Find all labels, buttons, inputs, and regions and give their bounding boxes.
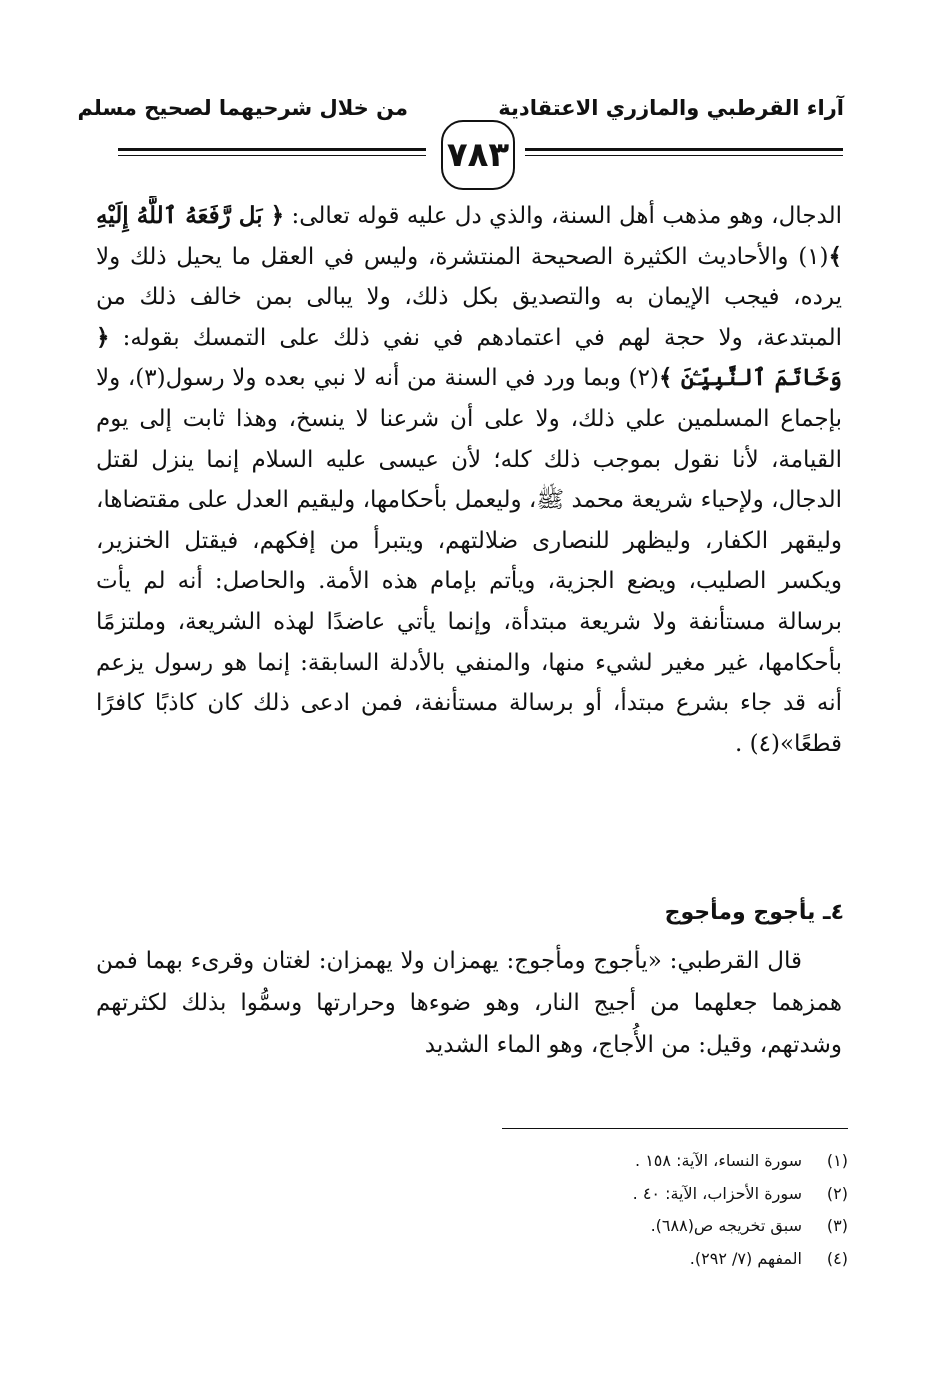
footnote-number: (١): [826, 1151, 848, 1170]
header-rule-left-thick: [118, 148, 426, 151]
footnotes: [288, 1145, 848, 1275]
footnote-text: سورة النساء، الآية: ١٥٨ .: [635, 1151, 802, 1170]
running-header-book-title: آراء القرطبي والمازري الاعتقادية: [498, 96, 844, 120]
footnote-number: (٢): [826, 1183, 848, 1203]
page-number: ٧٨٣: [441, 120, 515, 190]
header-rule-left-thin: [118, 155, 426, 156]
footnote-text: سورة الأحزاب، الآية: ٤٠ .: [632, 1183, 802, 1203]
paragraph-part-3: (٢) وبما ورد في السنة من أنه لا نبي بعده ولا رسول(٣)، ولا بإجماع المسلمين علي ذلك، ولا على أن شرعنا لا ينسخ، وهذا ثابت إلى يوم القيامة، لأنا نقول بموجب ذلك كله؛ لأن عيسى عليه السلام إنما ينزل لقتل الدجال، ولإحياء شريعة محمد ﷺ، وليعمل بأحكامها، وليقيم العدل على مقتضاها، وليقهر الكفار، وليظهر للنصارى ضلالتهم، ويتبرأ من إفكهم، فيقتل الخنزير، ويكسر الصليب، ويضع الجزية، ويأتم بإمام هذه الأمة. والحاصل: أنه لم يأت برسالة مستأنفة ولا شريعة مبتدأة، وإنما يأتي عاضدًا لهذه الشريعة، وملتزمًا بأحكامها، غير مغير لشيء منها، والمنفي بالأدلة السابقة: إنما هو رسول يزعم أنه قد جاء بشرع مبتدأ، أو برسالة مستأنفة، فمن ادعى ذلك كان كاذبًا كافرًا قطعًا»(٤) .: [96, 365, 842, 757]
footnote-text: المفهم (٧/ ٢٩٢).: [689, 1248, 802, 1268]
footnote: [288, 1145, 848, 1178]
footnote-number: (٣): [826, 1216, 848, 1235]
footnote-text: سبق تخريجه ص(٦٨٨).: [650, 1216, 802, 1235]
main-paragraph: [96, 196, 842, 886]
footnote: [288, 1243, 848, 1276]
paragraph-part-1: الدجال، وهو مذهب أهل السنة، والذي دل عليه قوله تعالى:: [291, 203, 842, 229]
header-rule-right-thin: [525, 155, 843, 156]
footnote: [288, 1178, 848, 1211]
section-heading: ٤ـ يأجوج ومأجوج: [664, 900, 844, 925]
quran-verse-1: ﴿ بَل رَّفَعَهُ ٱللَّهُ إِلَيْهِ ﴾: [96, 202, 842, 270]
footnote: [288, 1210, 848, 1243]
paragraph-part-2: (١) والأحاديث الكثيرة الصحيحة المنتشرة، وليس في العقل ما يحيل ذلك ولا يرده، فيجب الإيمان به والتصديق بكل ذلك، ولا يبالى بمن خالف ذلك من المبتدعة، ولا حجة لهم في اعتمادهم في نفي ذلك على التمسك بقوله:: [96, 243, 842, 351]
header-rule-right-thick: [525, 148, 843, 151]
footnote-number: (٤): [826, 1248, 848, 1268]
section-paragraph: قال القرطبي: «يأجوج ومأجوج: يهمزان ولا يهمزان: لغتان وقرىء بهما فمن همزهما جعلهما من أجيج النار، وهو ضوءها وحرارتها وسمُّوا بذلك لكثرتهم وشدتهم، وقيل: من الأُجاج، وهو الماء الشديد: [96, 948, 842, 1058]
footnote-separator: [502, 1128, 848, 1129]
quran-verse-2: ﴿ وَخَاتَمَ ٱلنَّبِيِّـۧنَ ﴾: [96, 323, 842, 392]
running-header-subtitle: من خلال شرحيهما لصحيح مسلم: [77, 96, 408, 120]
